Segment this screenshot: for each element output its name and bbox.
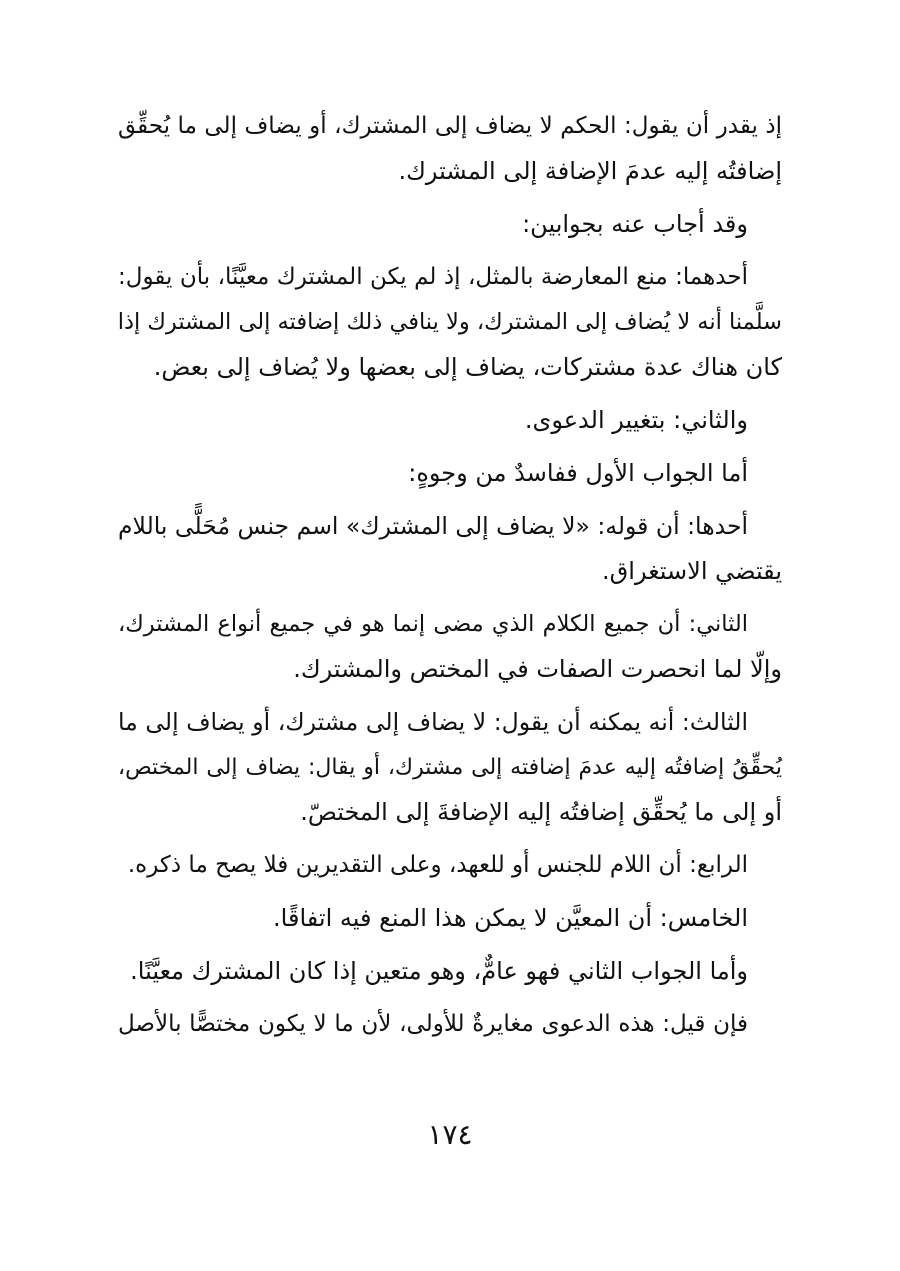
text-line: الرابع: أن اللام للجنس أو للعهد، وعلى التقديرين فلا يصح ما ذكره. xyxy=(127,852,748,878)
text-line: يقتضي الاستغراق. xyxy=(602,557,782,585)
paragraph-2 xyxy=(118,202,782,247)
text-line: وإلّا لما انحصرت الصفات في المختص والمشترك. xyxy=(293,655,782,683)
paragraph-11 xyxy=(118,949,782,994)
text-line: الثالث: أنه يمكنه أن يقول: لا يضاف إلى مشترك، أو يضاف إلى ما xyxy=(118,708,748,736)
paragraph-10 xyxy=(118,896,782,941)
paragraph-8 xyxy=(118,700,782,835)
text-line: وقد أجاب عنه بجوابين: xyxy=(522,210,748,238)
page-body xyxy=(118,104,782,1055)
paragraph-9 xyxy=(118,843,782,888)
paragraph-3 xyxy=(118,255,782,390)
text-line: كان هناك عدة مشتركات، يضاف إلى بعضها ولا يُضاف إلى بعض. xyxy=(153,353,782,381)
paragraph-5 xyxy=(118,451,782,496)
text-line: الثاني: أن جميع الكلام الذي مضى إنما هو في جميع أنواع المشترك، xyxy=(118,611,748,637)
text-line: إضافتُه إليه عدمَ الإضافة إلى المشترك. xyxy=(398,157,782,185)
text-line: أو إلى ما يُحقِّق إضافتُه إليه الإضافةَ إلى المختصّ. xyxy=(300,798,782,826)
text-line: وأما الجواب الثاني فهو عامٌّ، وهو متعين إذا كان المشترك معيَّنًا. xyxy=(130,957,748,985)
paragraph-12 xyxy=(118,1002,782,1047)
text-line: يُحقِّقُ إضافتُه إليه عدمَ إضافته إلى مشترك، أو يقال: يضاف إلى المختص، xyxy=(118,755,782,780)
text-line: أما الجواب الأول ففاسدٌ من وجوهٍ: xyxy=(408,459,748,487)
paragraph-6 xyxy=(118,504,782,594)
paragraph-4 xyxy=(118,398,782,443)
text-line: والثاني: بتغيير الدعوى. xyxy=(524,406,748,434)
page-number: ١٧٤ xyxy=(427,1118,473,1151)
text-line: أحدهما: منع المعارضة بالمثل، إذ لم يكن المشترك معيَّنًا، بأن يقول: xyxy=(118,264,748,290)
text-line: الخامس: أن المعيَّن لا يمكن هذا المنع فيه اتفاقًا. xyxy=(273,904,748,932)
text-line: أحدها: أن قوله: «لا يضاف إلى المشترك» اسم جنس مُحَلًّى باللام xyxy=(118,512,748,540)
paragraph-7 xyxy=(118,602,782,692)
paragraph-1 xyxy=(118,104,782,194)
text-line: إذ يقدر أن يقول: الحكم لا يضاف إلى المشترك، أو يضاف إلى ما يُحقِّق xyxy=(118,113,782,139)
text-line: فإن قيل: هذه الدعوى مغايرةٌ للأولى، لأن ما لا يكون مختصًّا بالأصل xyxy=(118,1011,748,1037)
text-line: سلَّمنا أنه لا يُضاف إلى المشترك، ولا ينافي ذلك إضافته إلى المشترك إذا xyxy=(117,309,782,335)
